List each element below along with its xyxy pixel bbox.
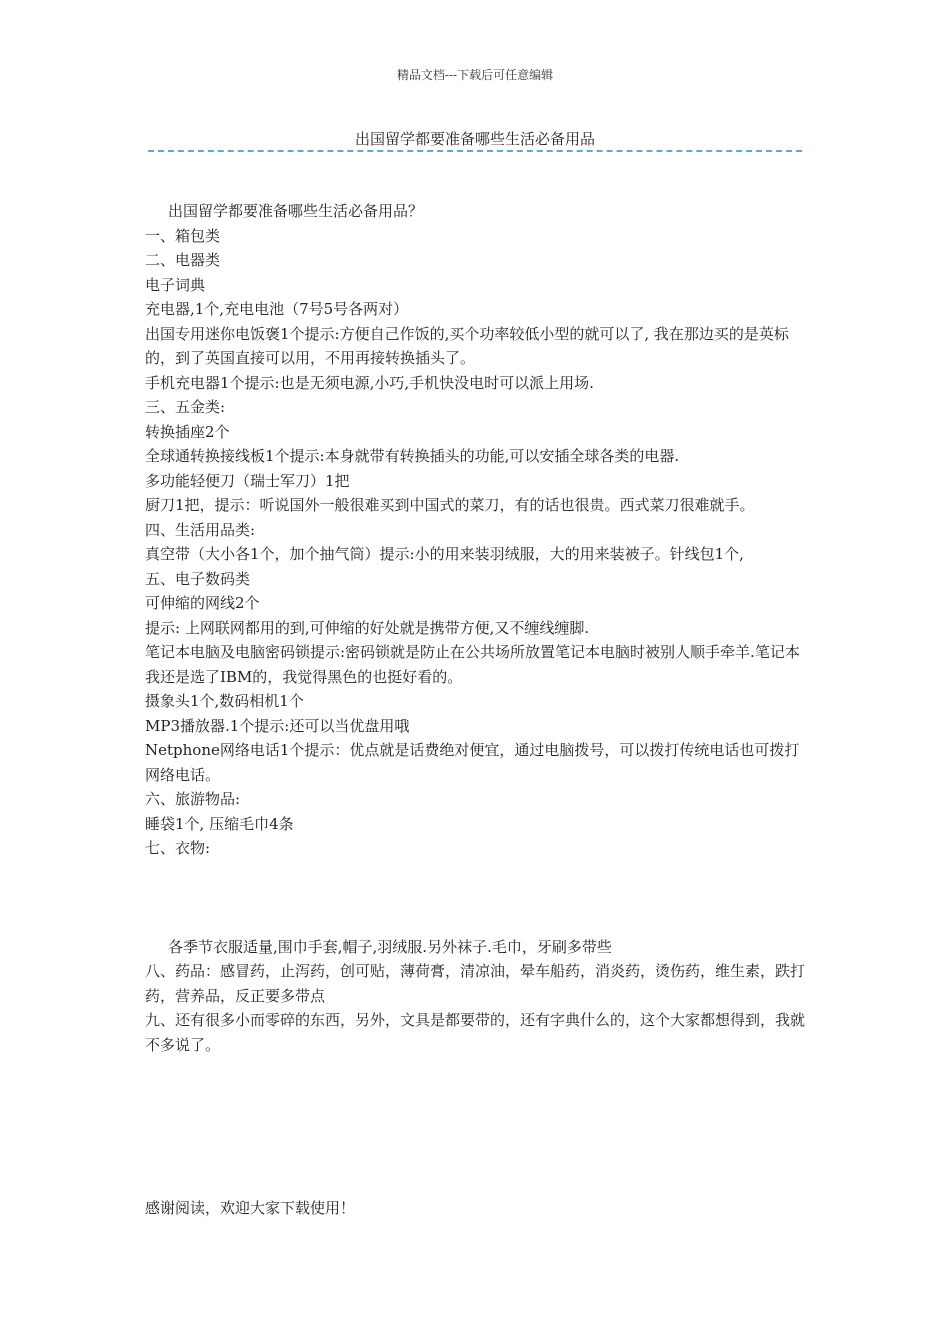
paragraph: 多功能轻便刀（瑞士军刀）1把: [145, 471, 350, 490]
paragraph: 手机充电器1个提示:也是无须电源,小巧,手机快没电时可以派上用场.: [145, 373, 594, 392]
paragraph: 电子词典: [145, 275, 206, 294]
paragraph: 出国专用迷你电饭褒1个提示:方便自己作饭的,买个功率较低小型的就可以了, 我在那边买的是英标的，到了英国直接可以用，不用再接转换插头了。: [145, 324, 789, 367]
paragraph: 六、旅游物品:: [145, 790, 241, 808]
paragraph: 九、还有很多小而零碎的东西，另外，文具是都要带的，还有字典什么的，这个大家都想得到，我就不多说了。: [145, 1011, 806, 1054]
paragraph: 真空带（大小各1个，加个抽气筒）提示:小的用来装羽绒服，大的用来装被子。针线包1个,: [145, 545, 744, 563]
header-note: 精品文档---下载后可任意编辑: [396, 68, 554, 82]
paragraph: 各季节衣服适量,围巾手套,帽子,羽绒服.另外袜子.毛巾，牙刷多带些: [168, 937, 612, 956]
paragraph: 转换插座2个: [145, 422, 230, 441]
document-body: [145, 199, 809, 1057]
paragraph: 可伸缩的网线2个: [145, 594, 260, 612]
document-title: 出国留学都要准备哪些生活必备用品: [354, 130, 595, 148]
paragraph: 二、电器类: [145, 251, 221, 269]
paragraph: 四、生活用品类:: [145, 520, 256, 539]
paragraph: 笔记本电脑及电脑密码锁提示:密码锁就是防止在公共场所放置笔记本电脑时被别人顺手牵羊.笔记本我还是选了IBM的，我觉得黑色的也挺好看的。: [145, 643, 800, 686]
blank-space: [145, 861, 809, 935]
paragraph: 摄象头1个,数码相机1个: [145, 692, 304, 710]
paragraph: Netphone网络电话1个提示：优点就是话费绝对便宜，通过电脑拨号，可以拨打传统电话也可拨打网络电话。: [145, 741, 800, 784]
footer-text: 感谢阅读，欢迎大家下载使用！: [145, 1199, 356, 1217]
paragraph: 出国留学都要准备哪些生活必备用品？: [168, 202, 424, 220]
paragraph: 全球通转换接线板1个提示:本身就带有转换插头的功能,可以安插全球各类的电器.: [145, 447, 680, 465]
paragraph: MP3播放器.1个提示:还可以当优盘用哦: [145, 716, 410, 735]
paragraph: 七、衣物:: [145, 839, 211, 857]
paragraph: 五、电子数码类: [145, 569, 251, 588]
paragraph: 充电器,1个,充电电池（7号5号各两对）: [145, 300, 409, 318]
paragraph: 八、药品：感冒药，止泻药，创可贴，薄荷膏，清凉油，晕车船药，消炎药，烫伤药，维生素，跌打药，营养品，反正要多带点: [145, 962, 806, 1005]
title-divider: [148, 150, 802, 152]
paragraph: 一、箱包类: [145, 226, 221, 245]
paragraph: 睡袋1个, 压缩毛巾4条: [145, 814, 294, 833]
paragraph: 厨刀1把，提示：听说国外一般很难买到中国式的菜刀，有的话也很贵。西式菜刀很难就手。: [145, 496, 755, 514]
paragraph: 三、五金类:: [145, 398, 226, 416]
paragraph: 提示: 上网联网都用的到,可伸缩的好处就是携带方便,又不缠线缠脚.: [145, 618, 590, 637]
